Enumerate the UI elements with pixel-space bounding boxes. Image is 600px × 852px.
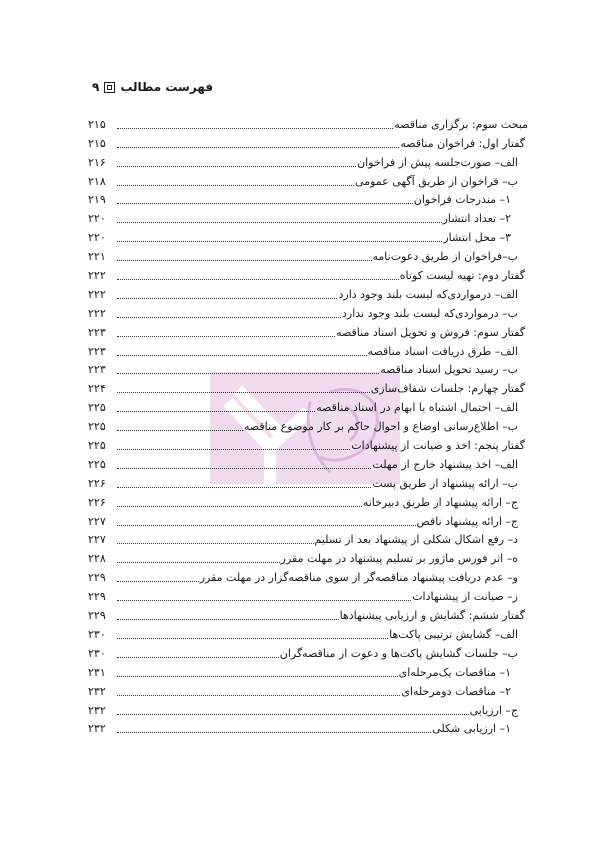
toc-entry[interactable] xyxy=(88,491,528,510)
toc-entry[interactable] xyxy=(88,245,528,264)
dot-leader xyxy=(117,316,341,318)
toc-entry-page-number: ۲۲۲ xyxy=(88,306,106,320)
toc-entry-page-number: ۲۳۱ xyxy=(88,665,106,679)
toc-entry-title: ج– ارائه پیشنهاد ناقص xyxy=(416,514,518,528)
toc-entry-page-number: ۲۲۹ xyxy=(88,590,106,604)
toc-entry[interactable] xyxy=(88,642,528,661)
dot-leader xyxy=(117,656,279,658)
toc-entry-title: گفتار اول: فراخوان مناقصه xyxy=(400,136,525,150)
dot-leader xyxy=(117,505,362,507)
toc-entry-page-number: ۲۲۲ xyxy=(88,287,106,301)
toc-entry-page-number: ۲۳۰ xyxy=(88,627,106,641)
toc-entry-title: الف– اخذ پیشنهاد خارج از مهلت xyxy=(372,457,518,471)
toc-entry[interactable] xyxy=(88,566,528,585)
toc-entry[interactable] xyxy=(88,529,528,548)
dot-leader xyxy=(117,259,372,261)
toc-entry-title: ج– ارزیابی xyxy=(469,703,518,717)
dot-leader xyxy=(117,486,371,488)
toc-entry-page-number: ۲۳۲ xyxy=(88,722,106,736)
toc-entry-title: گفتار سوم: فروش و تحویل اسناد مناقصه xyxy=(336,325,525,339)
toc-entry-title: ۱– مندرجات فراخوان xyxy=(413,193,511,207)
toc-entry-title: ب– ارائه پیشنهاد از طریق پست xyxy=(372,476,518,490)
dot-leader xyxy=(117,599,411,601)
toc-entry-title: ب– رسید تحویل اسناد مناقصه xyxy=(380,363,518,377)
toc-entry-title: ب– جلسات گشایش پاکت‌ها و دعوت از مناقصه‌گران xyxy=(279,646,518,660)
toc-entry-title: ۱– مناقصات یک‌مرحله‌ای xyxy=(398,665,511,679)
toc-entry[interactable] xyxy=(88,170,528,189)
dot-leader xyxy=(117,448,350,450)
toc-entry[interactable] xyxy=(88,132,528,151)
toc-entry[interactable] xyxy=(88,623,528,642)
toc-entry-page-number: ۲۱۸ xyxy=(88,174,106,188)
toc-entry[interactable] xyxy=(88,585,528,604)
toc-entry[interactable] xyxy=(88,510,528,529)
toc-entry-title: گفتار ششم: گشایش و ارزیابی پیشنهادها xyxy=(339,609,525,623)
dot-leader xyxy=(117,713,469,715)
dot-leader xyxy=(117,202,413,204)
toc-entry[interactable] xyxy=(88,547,528,566)
dot-leader xyxy=(117,278,399,280)
page-header xyxy=(92,80,213,94)
dot-leader xyxy=(117,637,388,639)
toc-entry-page-number: ۲۲۵ xyxy=(88,457,106,471)
toc-entry-page-number: ۲۲۷ xyxy=(88,533,106,547)
toc-entry-page-number: ۲۲۱ xyxy=(88,250,106,264)
toc-entry[interactable] xyxy=(88,396,528,415)
toc-entry-page-number: ۲۲۰ xyxy=(88,212,106,226)
toc-entry-page-number: ۲۱۵ xyxy=(88,117,106,131)
dot-leader xyxy=(117,127,393,129)
page-title: فهرست مطالب xyxy=(120,80,214,94)
toc-entry-page-number: ۲۲۳ xyxy=(88,363,106,377)
toc-entry-page-number: ۲۲۵ xyxy=(88,401,106,415)
toc-entry[interactable] xyxy=(88,453,528,472)
dot-leader xyxy=(117,410,315,412)
dot-leader xyxy=(117,165,356,167)
toc-entry[interactable] xyxy=(88,264,528,283)
toc-entry[interactable] xyxy=(88,377,528,396)
toc-entry-title: الف– احتمال اشتباه یا ابهام در اسناد مناقصه xyxy=(316,401,518,415)
toc-entry-page-number: ۲۲۸ xyxy=(88,552,106,566)
toc-entry-page-number: ۲۲۲ xyxy=(88,269,106,283)
dot-leader xyxy=(117,391,370,393)
toc-entry-page-number: ۲۳۲ xyxy=(88,703,106,717)
toc-entry-page-number: ۲۱۶ xyxy=(88,155,106,169)
toc-entry-title: ۲– تعداد انتشار xyxy=(442,212,511,226)
toc-entry[interactable] xyxy=(88,718,528,737)
dot-leader xyxy=(117,542,314,544)
toc-entry-title: گفتار چهارم: جلسات شفاف‌سازی xyxy=(370,382,525,396)
toc-entry[interactable] xyxy=(88,661,528,680)
toc-entry-page-number: ۲۲۵ xyxy=(88,439,106,453)
toc-entry-title: گفتار پنجم: اخذ و صیانت از پیشنهادات xyxy=(351,439,525,453)
toc-entry-title: گفتار دوم: تهیه لیست کوتاه xyxy=(399,269,525,283)
dot-leader xyxy=(117,618,339,620)
dot-leader xyxy=(117,467,371,469)
toc-entry-title: الف– طرق دریافت اسناد مناقصه xyxy=(367,344,518,358)
toc-entry-title: ۱– ارزیابی شکلی xyxy=(432,722,511,736)
toc-entry[interactable] xyxy=(88,359,528,378)
toc-entry-page-number: ۲۱۵ xyxy=(88,136,106,150)
toc-entry-page-number: ۲۲۵ xyxy=(88,420,106,434)
toc-entry-title: الف– درمواردی‌که لیست بلند وجود دارد xyxy=(338,287,518,301)
toc-entry-page-number: ۲۲۹ xyxy=(88,571,106,585)
toc-entry-title: مبحث سوم: برگزاری مناقصه xyxy=(394,117,528,131)
toc-entry[interactable] xyxy=(88,226,528,245)
dot-leader xyxy=(117,297,337,299)
toc-entry-page-number: ۲۲۳ xyxy=(88,344,106,358)
dot-leader xyxy=(117,240,442,242)
dot-leader xyxy=(117,221,442,223)
toc-entry[interactable] xyxy=(88,415,528,434)
toc-entry-page-number: ۲۲۹ xyxy=(88,609,106,623)
dot-leader xyxy=(117,184,354,186)
dot-leader xyxy=(117,580,199,582)
toc-entry-title: ج– ارائه پیشنهاد از طریق دبیرخانه xyxy=(362,495,518,509)
dot-leader xyxy=(117,335,335,337)
toc-entry-title: ب– اطلاع‌رسانی اوضاع و احوال حاکم بر کار موضوع مناقصه xyxy=(243,420,518,434)
dot-leader xyxy=(117,146,399,148)
dot-leader xyxy=(117,694,400,696)
toc-entry[interactable] xyxy=(88,283,528,302)
toc-entry-title: ۳– محل انتشار xyxy=(443,231,511,245)
toc-entry-page-number: ۲۲۴ xyxy=(88,382,106,396)
toc-entry-title: الف– گشایش ترتیبی پاکت‌ها xyxy=(389,627,518,641)
toc-entry[interactable] xyxy=(88,472,528,491)
dot-leader xyxy=(117,731,431,733)
toc-entry-page-number: ۲۲۷ xyxy=(88,514,106,528)
toc-entry-page-number: ۲۱۹ xyxy=(88,193,106,207)
toc-entry-page-number: ۲۳۰ xyxy=(88,646,106,660)
dot-leader xyxy=(117,561,280,563)
dot-leader xyxy=(117,372,379,374)
toc-entry-page-number: ۲۳۲ xyxy=(88,684,106,698)
toc-entry-title: د– رفع اشکال شکلی از پیشنهاد بعد از تسلیم xyxy=(314,533,518,547)
toc-entry-title: ز– صیانت از پیشنهادات xyxy=(412,590,518,604)
toc-entry[interactable] xyxy=(88,321,528,340)
table-of-contents xyxy=(88,113,528,736)
toc-entry[interactable] xyxy=(88,302,528,321)
dot-leader xyxy=(117,524,416,526)
toc-entry[interactable] xyxy=(88,604,528,623)
toc-entry-page-number: ۲۲۰ xyxy=(88,231,106,245)
toc-entry-page-number: ۲۲۳ xyxy=(88,325,106,339)
toc-entry[interactable] xyxy=(88,151,528,170)
toc-entry[interactable] xyxy=(88,680,528,699)
toc-entry-title: ب– درمواردی‌که لیست بلند وجود ندارد xyxy=(341,306,518,320)
dot-leader xyxy=(117,354,367,356)
toc-entry-title: ب– فراخوان از طریق آگهی عمومی xyxy=(355,174,518,188)
toc-entry[interactable] xyxy=(88,699,528,718)
toc-entry[interactable] xyxy=(88,340,528,359)
toc-entry-page-number: ۲۲۶ xyxy=(88,495,106,509)
dot-leader xyxy=(117,675,398,677)
toc-entry[interactable] xyxy=(88,189,528,208)
toc-entry[interactable] xyxy=(88,113,528,132)
toc-entry-title: ۲– مناقصات دومرحله‌ای xyxy=(401,684,511,698)
toc-entry-title: ه– اثر فورس ماژور بر تسلیم پیشنهاد در مهلت مقرر xyxy=(280,552,518,566)
toc-entry[interactable] xyxy=(88,207,528,226)
dot-leader xyxy=(117,429,243,431)
toc-entry-title: ب–فراخوان از طریق دعوت‌نامه xyxy=(372,250,518,264)
page-number: ۹ xyxy=(92,80,100,94)
toc-entry[interactable] xyxy=(88,434,528,453)
square-ornament-icon xyxy=(104,82,115,93)
toc-entry-title: الف– صورت‌جلسه پیش از فراخوان xyxy=(357,155,518,169)
toc-entry-page-number: ۲۲۶ xyxy=(88,476,106,490)
toc-entry-title: و– عدم دریافت پیشنهاد مناقصه‌گر از سوی مناقصه‌گزار در مهلت مقرر xyxy=(199,571,518,585)
